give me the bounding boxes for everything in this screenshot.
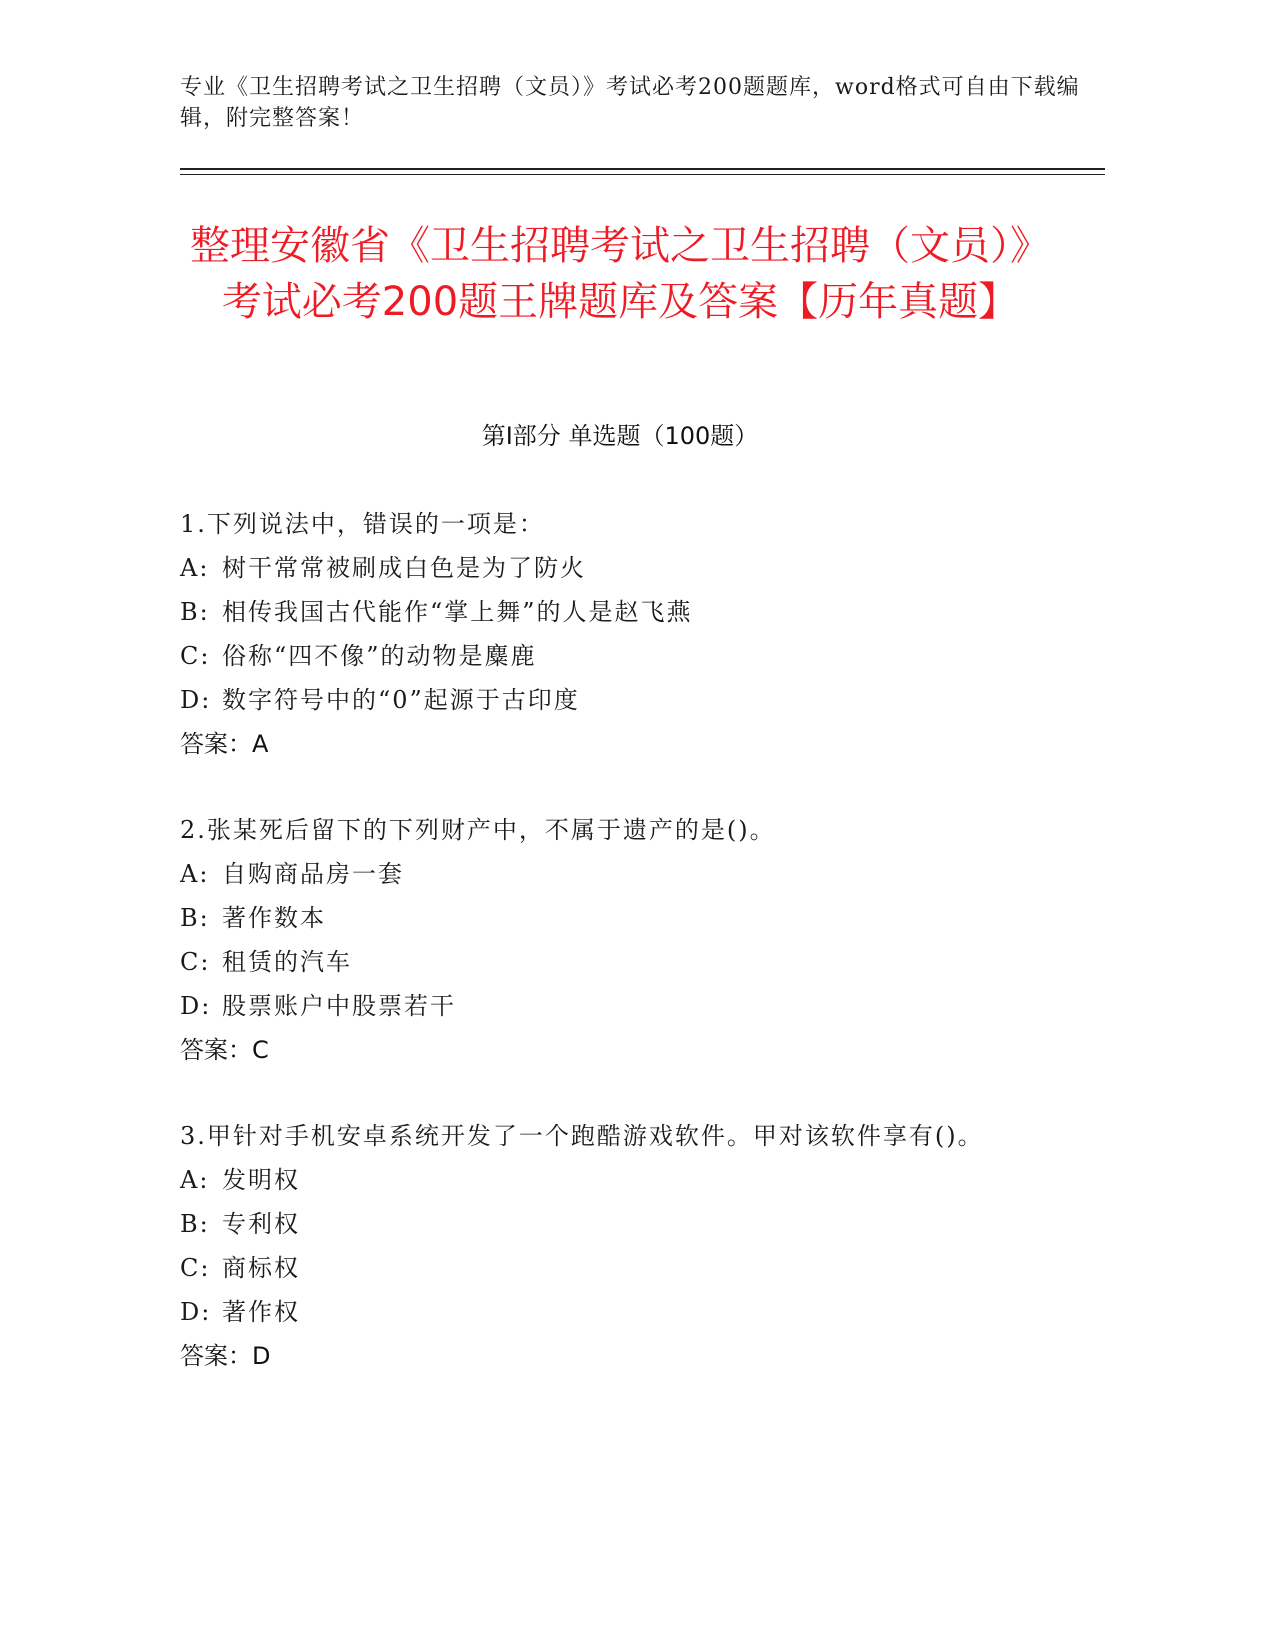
option-b [180, 896, 1040, 940]
option-letter: B: [180, 1210, 210, 1238]
option-letter: D: [180, 1298, 212, 1326]
option-text: 俗称“四不像”的动物是麋鹿 [222, 642, 537, 670]
option-text: 租赁的汽车 [222, 948, 352, 976]
option-text: 商标权 [222, 1254, 300, 1282]
question-stem: 1.下列说法中，错误的一项是： [180, 510, 545, 538]
option-letter: C: [180, 1254, 211, 1282]
header-divider-thick [180, 168, 1105, 170]
question-stem: 3.甲针对手机安卓系统开发了一个跑酷游戏软件。甲对该软件享有()。 [180, 1122, 984, 1150]
option-letter: D: [180, 992, 212, 1020]
option-letter: D: [180, 686, 212, 714]
option-d [180, 1290, 1040, 1334]
option-a [180, 852, 1040, 896]
option-text: 发明权 [222, 1166, 300, 1194]
header-note: 专业《卫生招聘考试之卫生招聘（文员）》考试必考200题题库，word格式可自由下载编辑，附完整答案！ [180, 75, 1080, 131]
option-letter: C: [180, 948, 211, 976]
option-text: 相传我国古代能作“掌上舞”的人是赵飞燕 [222, 598, 693, 626]
option-a [180, 1158, 1040, 1202]
option-b [180, 1202, 1040, 1246]
header-divider-thin [180, 174, 1105, 175]
option-b [180, 590, 1040, 634]
document-title: 整理安徽省《卫生招聘考试之卫生招聘（文员）》考试必考200题王牌题库及答案【历年真题】 [190, 223, 1050, 325]
option-text: 著作权 [222, 1298, 300, 1326]
option-c [180, 940, 1040, 984]
option-letter: B: [180, 904, 210, 932]
option-c [180, 634, 1040, 678]
option-letter: C: [180, 642, 211, 670]
option-letter: A: [180, 554, 210, 582]
option-text: 数字符号中的“0”起源于古印度 [222, 686, 580, 714]
option-letter: B: [180, 598, 210, 626]
answer-line: 答案：C [180, 1036, 269, 1064]
option-text: 股票账户中股票若干 [222, 992, 456, 1020]
option-d [180, 678, 1040, 722]
option-d [180, 984, 1040, 1028]
question-stem: 2.张某死后留下的下列财产中，不属于遗产的是()。 [180, 816, 776, 844]
option-text: 专利权 [222, 1210, 300, 1238]
option-text: 树干常常被刷成白色是为了防火 [222, 554, 586, 582]
option-letter: A: [180, 1166, 210, 1194]
option-letter: A: [180, 860, 210, 888]
option-text: 著作数本 [222, 904, 326, 932]
answer-line: 答案：A [180, 730, 269, 758]
option-text: 自购商品房一套 [222, 860, 404, 888]
option-a [180, 546, 1040, 590]
section-title: 第I部分 单选题（100题） [481, 422, 759, 450]
question-2 [180, 808, 1040, 1072]
answer-line: 答案：D [180, 1342, 271, 1370]
question-3 [180, 1114, 1040, 1378]
question-1 [180, 502, 1040, 766]
question-list [180, 502, 1040, 1420]
option-c [180, 1246, 1040, 1290]
